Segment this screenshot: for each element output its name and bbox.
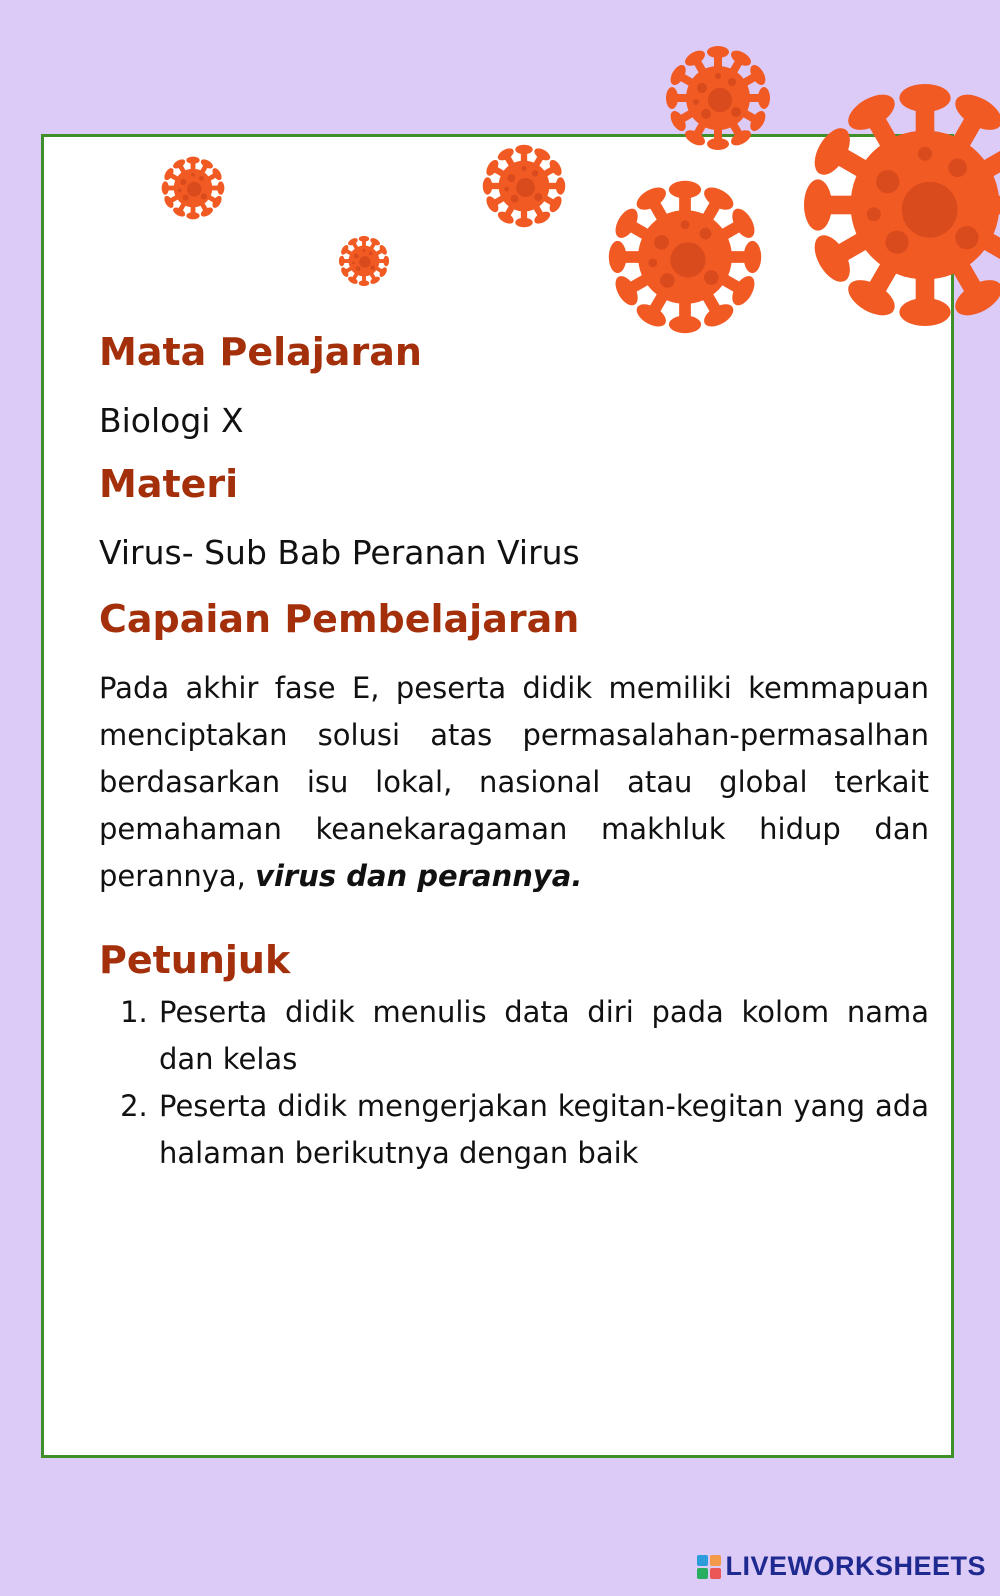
outcome-body: Pada akhir fase E, peserta didik memiliki kemmapuan menciptakan solusi atas permasalahan-permasalhan berdasarkan isu lokal, nasional atau global terkait pemahaman keanekaragaman makhluk hidup dan perannya, bbox=[99, 670, 929, 893]
instructions-list bbox=[99, 989, 929, 1177]
outcome-heading: Capaian Pembelajaran bbox=[99, 596, 580, 641]
virus-icon bbox=[660, 40, 776, 156]
instruction-item: 2. Peserta didik mengerjakan kegitan-kegitan yang ada halaman berikutnya dengan baik bbox=[157, 1083, 929, 1177]
virus-icon bbox=[790, 70, 1000, 340]
worksheet-content bbox=[99, 330, 929, 1177]
outcome-emphasis: virus dan perannya. bbox=[255, 858, 583, 893]
outcome-text bbox=[99, 665, 929, 900]
liveworksheets-logo bbox=[697, 1551, 986, 1582]
subject-value: Biologi X bbox=[99, 400, 244, 440]
instruction-item: 1. Peserta didik menulis data diri pada kolom nama dan kelas bbox=[157, 989, 929, 1083]
brand-name: LIVEWORKSHEETS bbox=[725, 1551, 986, 1581]
virus-icon bbox=[158, 153, 228, 223]
virus-icon bbox=[600, 172, 770, 342]
material-heading: Materi bbox=[99, 462, 239, 507]
liveworksheets-logo-icon bbox=[697, 1555, 721, 1579]
material-value: Virus- Sub Bab Peranan Virus bbox=[99, 533, 580, 573]
instructions-heading: Petunjuk bbox=[99, 937, 291, 982]
virus-icon bbox=[336, 233, 392, 289]
virus-icon bbox=[478, 140, 570, 232]
subject-heading: Mata Pelajaran bbox=[99, 330, 422, 374]
